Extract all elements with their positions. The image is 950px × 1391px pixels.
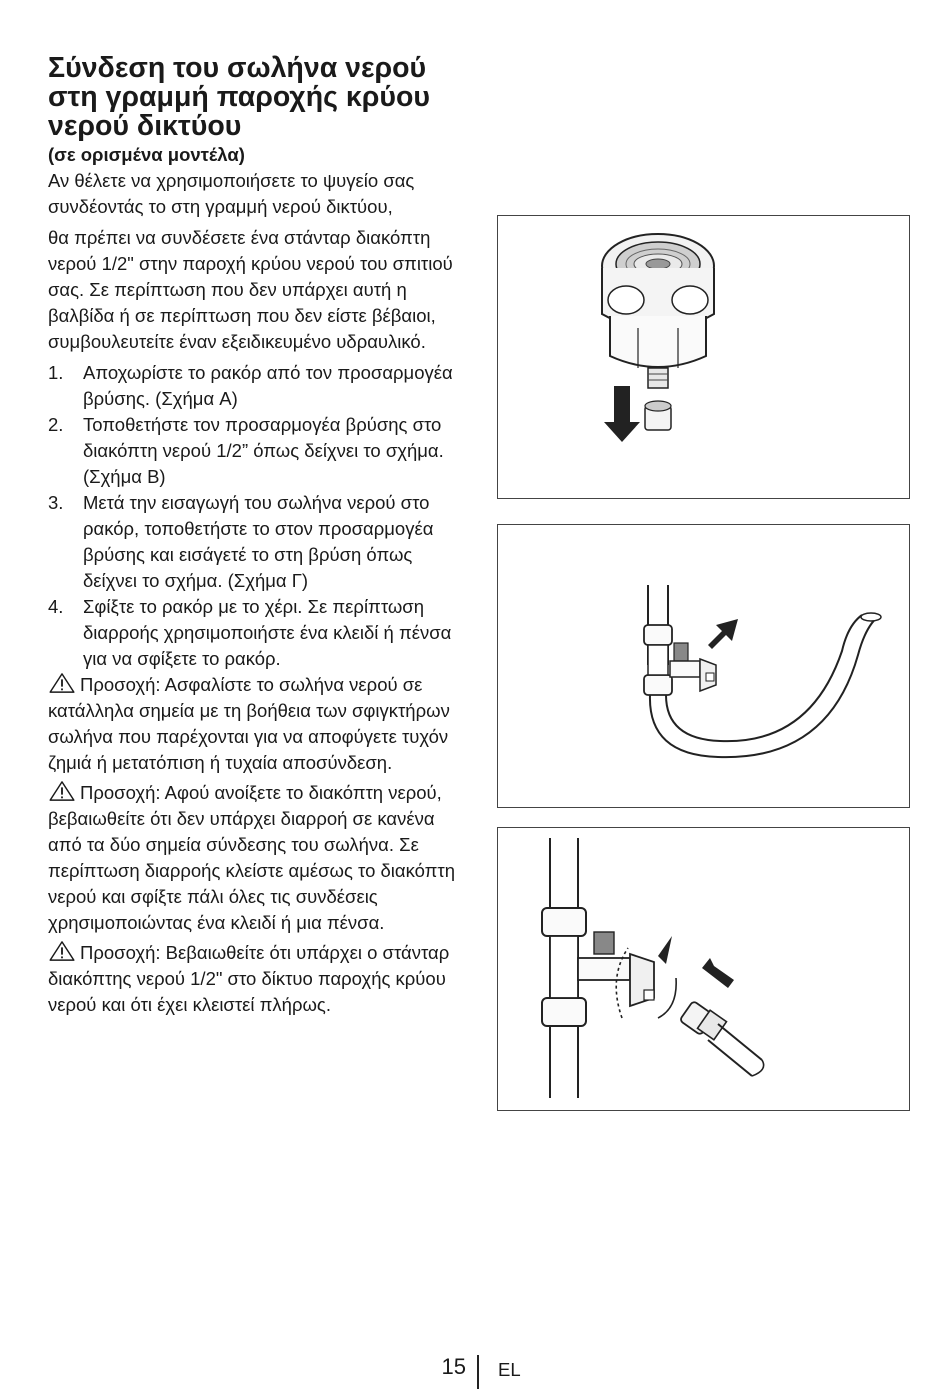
tap-adapter-illustration — [498, 216, 911, 500]
figure-b — [497, 524, 910, 808]
text-column — [48, 54, 468, 1022]
intro-paragraph: Αν θέλετε να χρησιμοποιήσετε το ψυγείο σας συνδέοντάς το στη γραμμή νερού δικτύου, — [48, 170, 415, 217]
title-line: Σύνδεση του σωλήνα νερού — [48, 52, 427, 84]
figure-c — [497, 827, 910, 1111]
title-line: στη γραμμή παροχής κρύου — [48, 81, 430, 113]
title-line: νερού δικτύου — [48, 110, 242, 142]
page-subtitle: (σε ορισμένα μοντέλα) — [48, 144, 245, 165]
warning-paragraph — [48, 940, 468, 1018]
warning-text: Προσοχή: Βεβαιωθείτε ότι υπάρχει ο στάνταρ διακόπτης νερού 1/2" στο δίκτυο παροχής κρύου νερού και ότι έχει κλειστεί πλήρως. — [48, 942, 450, 1015]
step-text: Τοποθετήστε τον προσαρμογέα βρύσης στο διακόπτη νερού 1/2” όπως δείχνει το σχήμα. (Σχήμα B) — [83, 414, 444, 487]
footer-divider — [477, 1355, 479, 1389]
warning-paragraph — [48, 672, 468, 776]
warning-triangle-icon — [48, 781, 76, 801]
step-item — [48, 594, 468, 672]
figure-a — [497, 215, 910, 499]
step-text: Μετά την εισαγωγή του σωλήνα νερού στο ρακόρ, τοποθετήστε το στον προσαρμογέα βρύσης και εισάγετέ το στη βρύση όπως δείχνει το σχήμα. (Σχήμα Γ) — [83, 492, 434, 591]
step-number: 1. — [48, 362, 64, 383]
warning-paragraph — [48, 780, 468, 936]
page-footer — [0, 1353, 950, 1389]
warning-triangle-icon — [48, 941, 76, 961]
warning-text: Προσοχή: Ασφαλίστε το σωλήνα νερού σε κατάλληλα σημεία με τη βοήθεια των σφιγκτήρων σωλήνα που παρέχονται για να αποφύγετε τυχόν ζημιά ή μετατόπιση ή τυχαία αποσύνδεση. — [48, 674, 450, 773]
warning-triangle-icon — [48, 673, 76, 693]
page-number: 15 — [441, 1354, 466, 1379]
step-text: Σφίξτε το ρακόρ με το χέρι. Σε περίπτωση διαρροής χρησιμοποιήστε ένα κλειδί ή πένσα για να σφίξετε το ρακόρ. — [83, 596, 452, 669]
step-number: 2. — [48, 414, 64, 435]
intro-paragraph: θα πρέπει να συνδέσετε ένα στάνταρ διακόπτη νερού 1/2" στην παροχή κρύου νερού του σπιτιού σας. Σε περίπτωση που δεν υπάρχει αυτή η βαλβίδα ή σε περίπτωση που δεν είστε βέβαιοι, συμβουλευτείτε έναν εξειδικευμένο υδραυλικό. — [48, 227, 453, 352]
step-number: 4. — [48, 596, 64, 617]
valve-adapter-illustration — [498, 525, 911, 809]
step-text: Αποχωρίστε το ρακόρ από τον προσαρμογέα βρύσης. (Σχήμα A) — [83, 362, 453, 409]
step-number: 3. — [48, 492, 64, 513]
warning-text: Προσοχή: Αφού ανοίξετε το διακόπτη νερού, βεβαιωθείτε ότι δεν υπάρχει διαρροή σε κανένα από τα δύο σημεία σύνδεσης του σωλήνα. Σε περίπτωση διαρροής κλείστε αμέσως το διακόπτη νερού και σφίξτε πάλι όλες τις συνδέσεις χρησιμοποιώντας ένα κλειδί ή μια πένσα. — [48, 782, 456, 933]
step-item — [48, 490, 468, 594]
steps-list — [48, 360, 468, 672]
hose-insert-illustration — [498, 828, 911, 1112]
step-item — [48, 360, 468, 412]
page-title — [48, 54, 468, 141]
step-item — [48, 412, 468, 490]
language-code: EL — [498, 1359, 521, 1380]
